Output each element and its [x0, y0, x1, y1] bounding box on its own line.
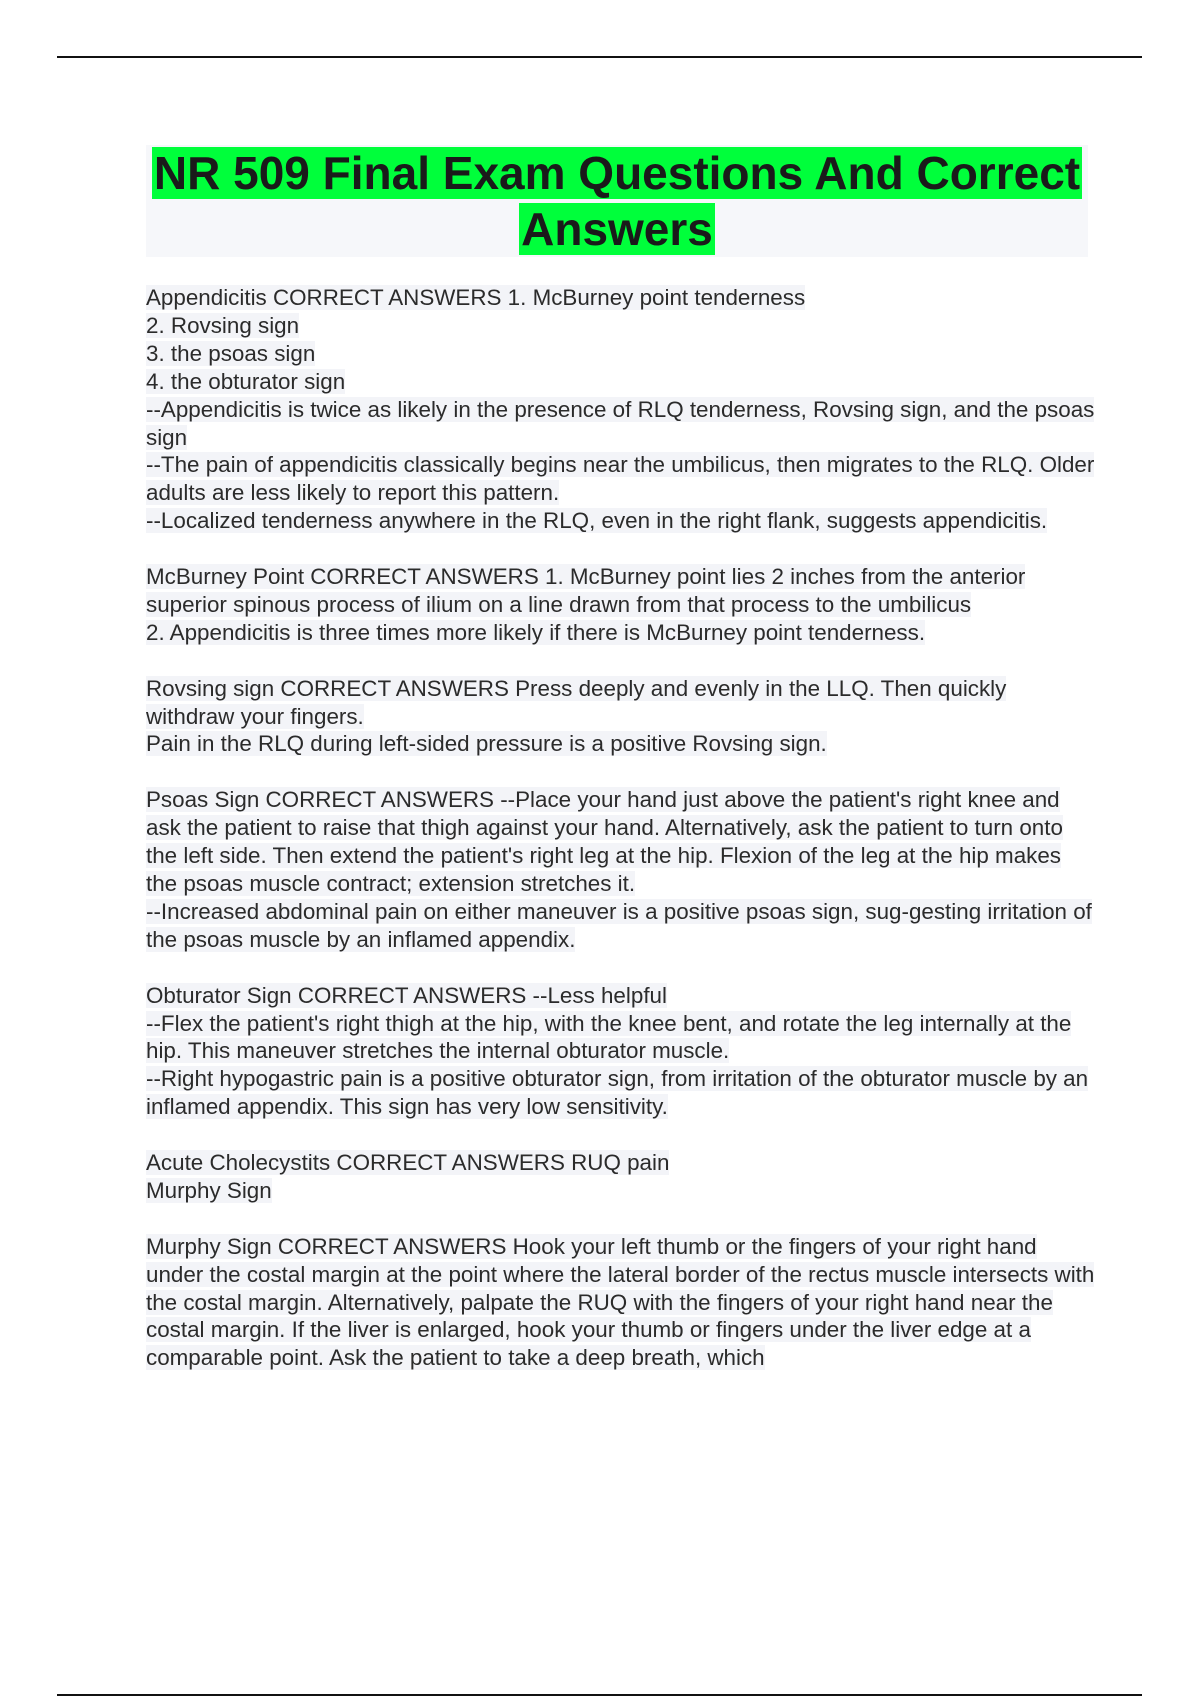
- entry-text: 2. Appendicitis is three times more likely if there is McBurney point tenderness.: [146, 619, 926, 645]
- entry-text: --Flex the patient's right thigh at the hip, with the knee bent, and rotate the leg internally at the hip. This maneuver stretches the internal obturator muscle.: [146, 1010, 1072, 1064]
- entry-text: --Increased abdominal pain on either maneuver is a positive psoas sign, sug-gesting irritation of the psoas muscle by an inflamed appendix.: [146, 898, 1092, 952]
- title-banner: [146, 145, 1088, 257]
- entry-paragraph: [146, 451, 1096, 507]
- entry-paragraph: [146, 1177, 1096, 1205]
- entry-paragraph: [146, 730, 1096, 758]
- entry-text: Murphy Sign CORRECT ANSWERS Hook your left thumb or the fingers of your right hand under the costal margin at the point where the lateral border of the rectus muscle intersects with the costal margin. Alternatively, palpate the RUQ with the fingers of your right hand near the costal margin. If the liver is enlarged, hook your thumb or fingers under the liver edge at a comparable point. Ask the patient to take a deep breath, which: [146, 1233, 1095, 1371]
- entry-paragraph: [146, 312, 1096, 340]
- entry-text: --Localized tenderness anywhere in the RLQ, even in the right flank, suggests appendicitis.: [146, 508, 1048, 534]
- qa-entry: [146, 675, 1096, 759]
- entry-text: Psoas Sign CORRECT ANSWERS --Place your hand just above the patient's right knee and ask the patient to raise that thigh against your hand. Alternatively, ask the patient to turn onto the left side. Then extend the patient's right leg at the hip. Flexion of the leg at the hip makes the psoas muscle contract; extension stretches it.: [146, 787, 1063, 896]
- entry-text: Acute Cholecystits CORRECT ANSWERS RUQ pain: [146, 1150, 670, 1176]
- entry-paragraph: [146, 619, 1096, 647]
- entry-paragraph: [146, 368, 1096, 396]
- qa-entry: [146, 563, 1096, 647]
- entry-paragraph: [146, 507, 1096, 535]
- bottom-rule: [57, 1694, 1142, 1696]
- entry-paragraph: [146, 982, 1096, 1010]
- qa-entry: [146, 284, 1096, 535]
- entry-text: Rovsing sign CORRECT ANSWERS Press deeply and evenly in the LLQ. Then quickly withdraw your fingers.: [146, 675, 1007, 729]
- entry-paragraph: [146, 563, 1096, 619]
- entry-paragraph: [146, 786, 1096, 898]
- entry-paragraph: [146, 1010, 1096, 1066]
- qa-entry: [146, 786, 1096, 953]
- qa-entry: [146, 1149, 1096, 1205]
- page-title: NR 509 Final Exam Questions And Correct Answers: [153, 147, 1081, 255]
- top-rule: [57, 56, 1142, 58]
- entry-paragraph: [146, 1233, 1096, 1373]
- entry-paragraph: [146, 396, 1096, 452]
- entry-paragraph: [146, 1065, 1096, 1121]
- entry-text: 2. Rovsing sign: [146, 312, 300, 338]
- entry-paragraph: [146, 898, 1096, 954]
- entry-text: 4. the obturator sign: [146, 368, 346, 394]
- entry-text: --Appendicitis is twice as likely in the presence of RLQ tenderness, Rovsing sign, and the psoas sign: [146, 396, 1095, 450]
- document-body: [146, 284, 1096, 1400]
- entry-paragraph: [146, 1149, 1096, 1177]
- entry-paragraph: [146, 284, 1096, 312]
- entry-paragraph: [146, 675, 1096, 731]
- entry-text: --The pain of appendicitis classically begins near the umbilicus, then migrates to the RLQ. Older adults are less likely to report this pattern.: [146, 452, 1095, 506]
- qa-entry: [146, 1233, 1096, 1373]
- entry-text: McBurney Point CORRECT ANSWERS 1. McBurney point lies 2 inches from the anterior superior spinous process of ilium on a line drawn from that process to the umbilicus: [146, 564, 1026, 617]
- qa-entry: [146, 982, 1096, 1122]
- entry-text: --Right hypogastric pain is a positive obturator sign, from irritation of the obturator muscle by an inflamed appendix. This sign has very low sensitivity.: [146, 1066, 1089, 1120]
- entry-text: Murphy Sign: [146, 1177, 272, 1203]
- entry-text: Appendicitis CORRECT ANSWERS 1. McBurney point tenderness: [146, 285, 806, 310]
- entry-paragraph: [146, 340, 1096, 368]
- entry-text: 3. the psoas sign: [146, 340, 316, 366]
- entry-text: Pain in the RLQ during left-sided pressure is a positive Rovsing sign.: [146, 731, 827, 757]
- entry-text: Obturator Sign CORRECT ANSWERS --Less helpful: [146, 982, 667, 1008]
